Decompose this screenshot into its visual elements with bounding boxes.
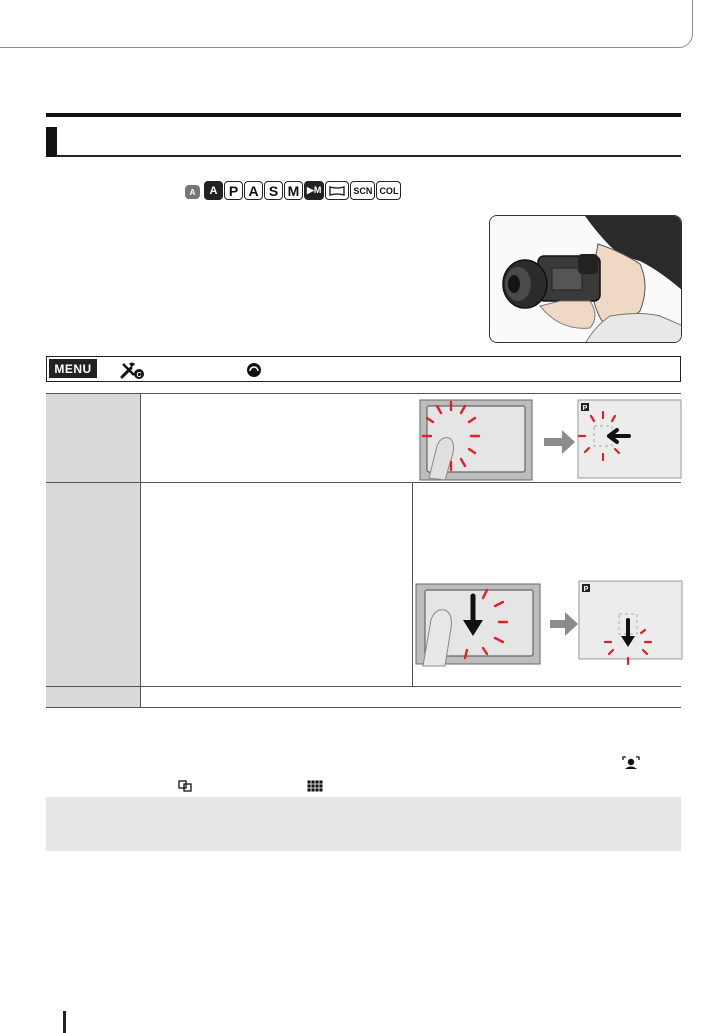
section-marker (46, 127, 57, 157)
dial-icon (246, 362, 262, 383)
recording-modes (185, 181, 401, 201)
touch-tap-illustration (419, 398, 684, 487)
row-label-cell-1 (46, 394, 140, 482)
table-row-divider-2 (46, 686, 681, 687)
row-label-cell-2 (46, 483, 140, 686)
mode-s-icon: S (264, 181, 283, 200)
mode-ia-icon: A (185, 185, 200, 199)
mode-creative-video-icon: ▶M (304, 181, 324, 200)
row-label-cell-3 (46, 687, 140, 707)
table-top-line (46, 393, 681, 394)
mode-p-badge: P (582, 405, 588, 412)
mode-a-icon: A (244, 181, 263, 200)
touch-drag-illustration (415, 580, 684, 673)
custom-settings-icon (120, 361, 146, 384)
mode-scn-icon: SCN (350, 181, 375, 200)
face-detection-icon (622, 756, 640, 775)
table-bottom-line (46, 707, 681, 708)
chapter-tab (0, 0, 693, 48)
section-rule (46, 113, 681, 117)
section-underline (57, 155, 681, 157)
table-col-divider (140, 394, 141, 707)
page-side-bar (63, 1011, 66, 1033)
svg-text:C: C (136, 372, 142, 379)
mode-panorama-icon (325, 181, 349, 200)
table-inner-divider (412, 483, 413, 686)
mode-col-icon: COL (376, 181, 401, 200)
mode-m-icon: M (284, 181, 303, 200)
tracking-icon (178, 779, 192, 797)
note-box (46, 797, 681, 851)
mode-ia-plus-icon: A (204, 181, 223, 200)
mode-p-icon: P (224, 181, 243, 200)
menu-button-icon: MENU (49, 359, 97, 378)
mode-p-badge-2: P (583, 586, 589, 593)
multi-area-icon (307, 779, 323, 797)
viewfinder-photo (489, 215, 682, 343)
